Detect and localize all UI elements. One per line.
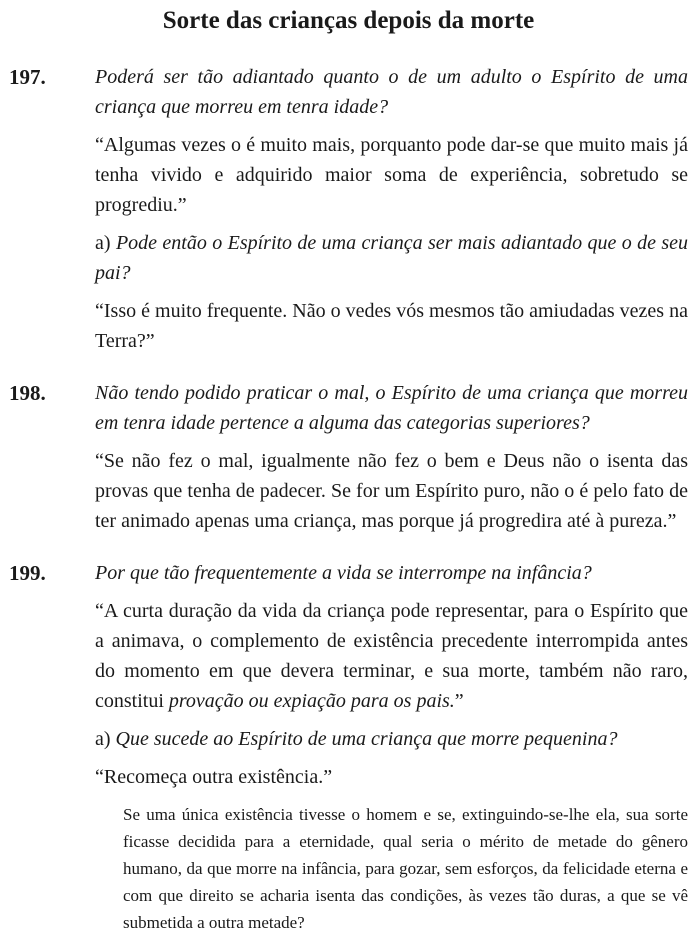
commentary-note: Se uma única existência tivesse o homem e se, extinguindo-se-lhe ela, sua sorte ficasse decidida para a eternidade, qual seria o mérito de metade do gênero humano, da que morre na infância, para gozar, sem esforços, da felicidade eterna e com que direito se acharia isenta das condições, às vezes tão duras, a que se vê submetida a outra metade? (123, 805, 688, 932)
answer-text-close: ” (454, 690, 464, 712)
sub-answer-text: “Isso é muito frequente. Não o vedes vós mesmos tão amiudadas vezes na Terra?” (95, 300, 688, 352)
answer-text: “Se não fez o mal, igualmente não fez o bem e Deus não o isenta das provas que tenha de padecer. Se for um Espírito puro, não o é pelo fato de ter animado apenas uma criança, mas porque já progredira até à pureza.” (95, 450, 688, 532)
question-text: Poderá ser tão adiantado quanto o de um adulto o Espírito de uma criança que morreu em tenra idade? (95, 66, 688, 118)
sub-answer-text: “Recomeça outra existência.” (95, 766, 333, 788)
sub-question-text: Pode então o Espírito de uma criança ser mais adiantado que o de seu pai? (95, 232, 689, 284)
sub-question (95, 724, 688, 754)
answer-emphasis: provação ou expiação para os pais. (168, 690, 455, 712)
question-text: Não tendo podido praticar o mal, o Espírito de uma criança que morreu em tenra idade pertence a alguma das categorias superiores? (95, 382, 688, 434)
answer-text-part: “A curta duração da vida da criança pode representar, para o Espírito que a animava, o complemento de existência precedente interrompida antes do momento em que devera terminar, e sua morte, também não raro, constitui (95, 600, 688, 712)
question-199 (9, 558, 688, 936)
question-198 (9, 378, 688, 536)
page-title: Sorte das crianças depois da morte (162, 7, 535, 34)
sub-question-marker: a) (95, 728, 111, 750)
question-text: Por que tão frequentemente a vida se interrompe na infância? (95, 562, 592, 584)
sub-question-text: Que sucede ao Espírito de uma criança que morre pequenina? (115, 728, 618, 750)
sub-question (95, 228, 688, 288)
question-197 (9, 62, 688, 356)
answer-text (95, 596, 688, 716)
question-number: 199. (9, 561, 46, 585)
sub-question-marker: a) (95, 232, 111, 254)
question-number: 198. (9, 381, 46, 405)
answer-text: “Algumas vezes o é muito mais, porquanto pode dar-se que muito mais já tenha vivido e adquirido maior soma de experiência, sobretudo se progrediu.” (95, 134, 688, 216)
question-number: 197. (9, 65, 46, 89)
